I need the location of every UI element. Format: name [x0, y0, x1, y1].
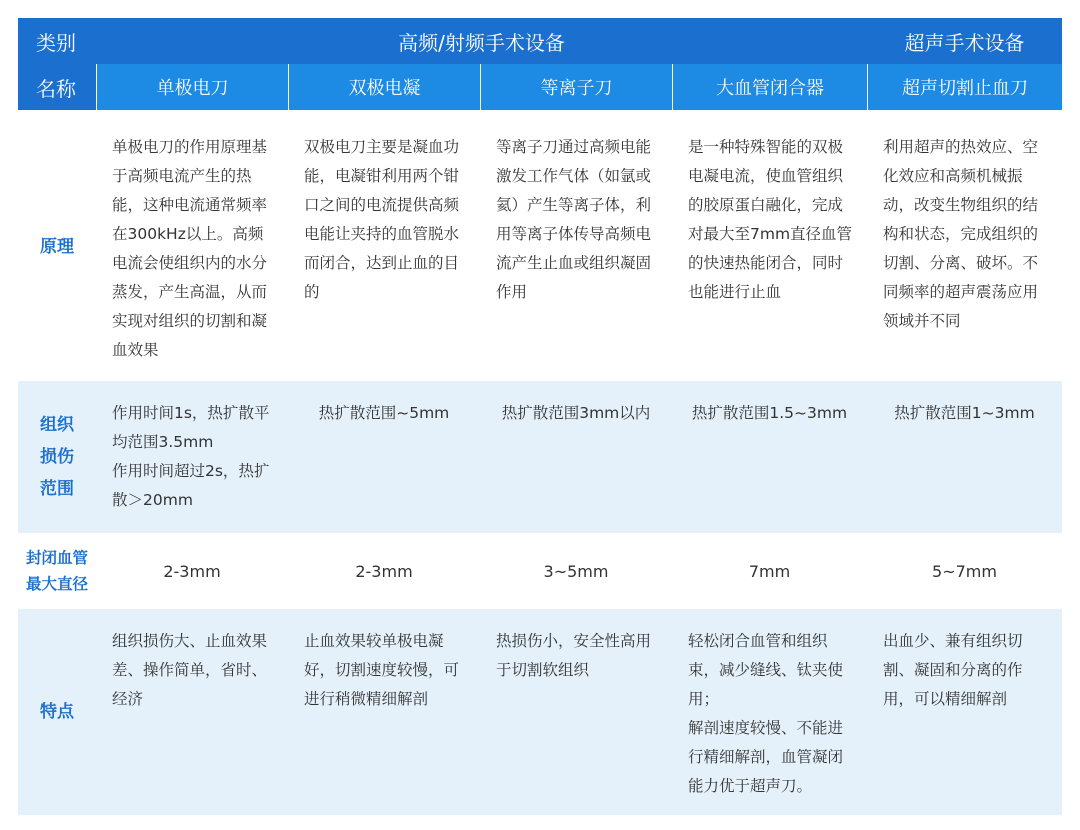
feature-cell: 出血少、兼有组织切割、凝固和分离的作用，可以精细解剖 — [883, 632, 1023, 708]
header-row-category — [18, 18, 1062, 64]
category-header: 类别 — [36, 30, 76, 55]
group-header-rf: 高频/射频手术设备 — [398, 30, 565, 55]
device-header: 超声切割止血刀 — [867, 64, 1062, 110]
row-label-max-vessel-diameter: 封闭血管 最大直径 — [25, 549, 88, 593]
row-principle — [18, 113, 1062, 381]
device-header: 等离子刀 — [480, 64, 672, 110]
row-features — [18, 609, 1062, 815]
principle-cell: 利用超声的热效应、空化效应和高频机械振动，改变生物组织的结构和状态，完成组织的切割、分离、破坏。不同频率的超声震荡应用领域并不同 — [883, 138, 1039, 330]
vessel-cell: 3~5mm — [543, 561, 609, 581]
feature-cell: 轻松闭合血管和组织束，减少缝线、钛夹使用； 解剖速度较慢、不能进行精细解剖，血管凝闭能力优于超声刀。 — [688, 632, 844, 795]
principle-cell: 等离子刀通过高频电能激发工作气体（如氩或氦）产生等离子体，利用等离子体传导高频电流产生止血或组织凝固作用 — [496, 138, 652, 301]
vessel-cell: 5~7mm — [932, 561, 997, 581]
damage-cell: 热扩散范围1~3mm — [894, 404, 1035, 422]
row-max-vessel-diameter — [18, 533, 1062, 609]
principle-cell: 双极电刀主要是凝血功能，电凝钳利用两个钳口之间的电流提供高频电能让夹持的血管脱水而闭合，达到止血的目的 — [304, 138, 460, 301]
feature-cell: 组织损伤大、止血效果差、操作简单，省时、经济 — [112, 632, 268, 708]
principle-cell: 是一种特殊智能的双极电凝电流，使血管组织的胶原蛋白融化，完成对最大至7mm直径血管的快速热能闭合，同时也能进行止血 — [688, 138, 853, 301]
vessel-cell: 2-3mm — [163, 561, 221, 581]
device-header: 单极电刀 — [96, 64, 288, 110]
damage-cell: 热扩散范围~5mm — [318, 404, 450, 422]
device-header: 双极电凝 — [288, 64, 480, 110]
vessel-cell: 2-3mm — [355, 561, 413, 581]
damage-cell: 热扩散范围3mm以内 — [501, 404, 651, 422]
device-header: 大血管闭合器 — [672, 64, 867, 110]
row-label-principle: 原理 — [40, 237, 74, 257]
group-header-ultrasound: 超声手术设备 — [904, 30, 1025, 55]
row-tissue-damage — [18, 381, 1062, 533]
feature-cell: 热损伤小，安全性高用于切割软组织 — [496, 632, 652, 679]
name-header: 名称 — [18, 64, 96, 110]
damage-cell: 热扩散范围1.5~3mm — [691, 404, 848, 422]
feature-cell: 止血效果较单极电凝好，切割速度较慢，可进行稍微精细解剖 — [304, 632, 460, 708]
vessel-cell: 7mm — [748, 561, 791, 581]
damage-cell: 作用时间1s，热扩散平均范围3.5mm 作用时间超过2s，热扩散＞20mm — [112, 404, 270, 509]
row-label-tissue-damage: 组织 损伤 范围 — [40, 415, 74, 499]
header-row-name — [18, 64, 1062, 110]
row-label-features: 特点 — [40, 702, 74, 722]
principle-cell: 单极电刀的作用原理基于高频电流产生的热能，这种电流通常频率在300kHz以上。高频电流会使组织内的水分蒸发，产生高温，从而实现对组织的切割和凝血效果 — [112, 138, 268, 359]
comparison-table — [18, 18, 1062, 815]
